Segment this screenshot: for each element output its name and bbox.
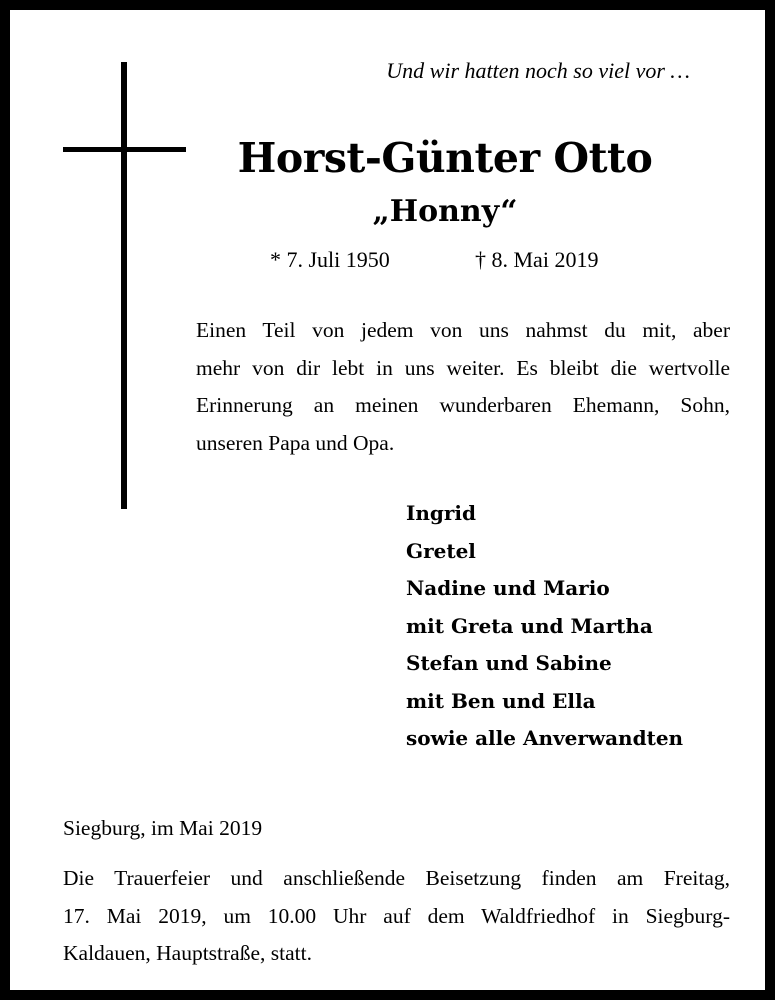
death-date: † 8. Mai 2019 bbox=[475, 247, 599, 272]
funeral-info bbox=[63, 860, 730, 973]
deceased-name: Horst-Günter Otto bbox=[237, 134, 653, 182]
quote-line: Erinnerung an meinen wunderbaren Ehemann, Sohn, bbox=[196, 393, 730, 417]
quote-line: unseren Papa und Opa. bbox=[196, 430, 395, 455]
funeral-line: 17. Mai 2019, um 10.00 Uhr auf dem Waldfriedhof in Siegburg- bbox=[63, 903, 730, 928]
deceased-nickname: „Honny“ bbox=[372, 194, 518, 229]
memorial-quote bbox=[196, 312, 730, 462]
mourner-item: Ingrid bbox=[406, 501, 476, 525]
mourner-item: Gretel bbox=[406, 538, 476, 563]
funeral-line: Kaldauen, Hauptstraße, statt. bbox=[63, 941, 312, 965]
place-and-date: Siegburg, im Mai 2019 bbox=[63, 816, 263, 840]
mourner-item: mit Ben und Ella bbox=[406, 688, 596, 713]
motto: Und wir hatten noch so viel vor … bbox=[386, 58, 690, 83]
mourner-item: sowie alle Anverwandten bbox=[406, 726, 684, 750]
quote-line: Einen Teil von jedem von uns nahmst du mit, aber bbox=[196, 318, 730, 342]
birth-date: * 7. Juli 1950 bbox=[270, 247, 390, 272]
funeral-line: Die Trauerfeier und anschließende Beisetzung finden am Freitag, bbox=[63, 866, 730, 890]
quote-line: mehr von dir lebt in uns weiter. Es bleibt die wertvolle bbox=[196, 355, 730, 380]
mourner-item: Stefan und Sabine bbox=[406, 651, 612, 675]
cross-icon-vertical-bar bbox=[121, 62, 127, 509]
mourner-item: mit Greta und Martha bbox=[406, 613, 653, 638]
mourners-list bbox=[406, 495, 683, 758]
mourner-item: Nadine und Mario bbox=[406, 576, 610, 600]
